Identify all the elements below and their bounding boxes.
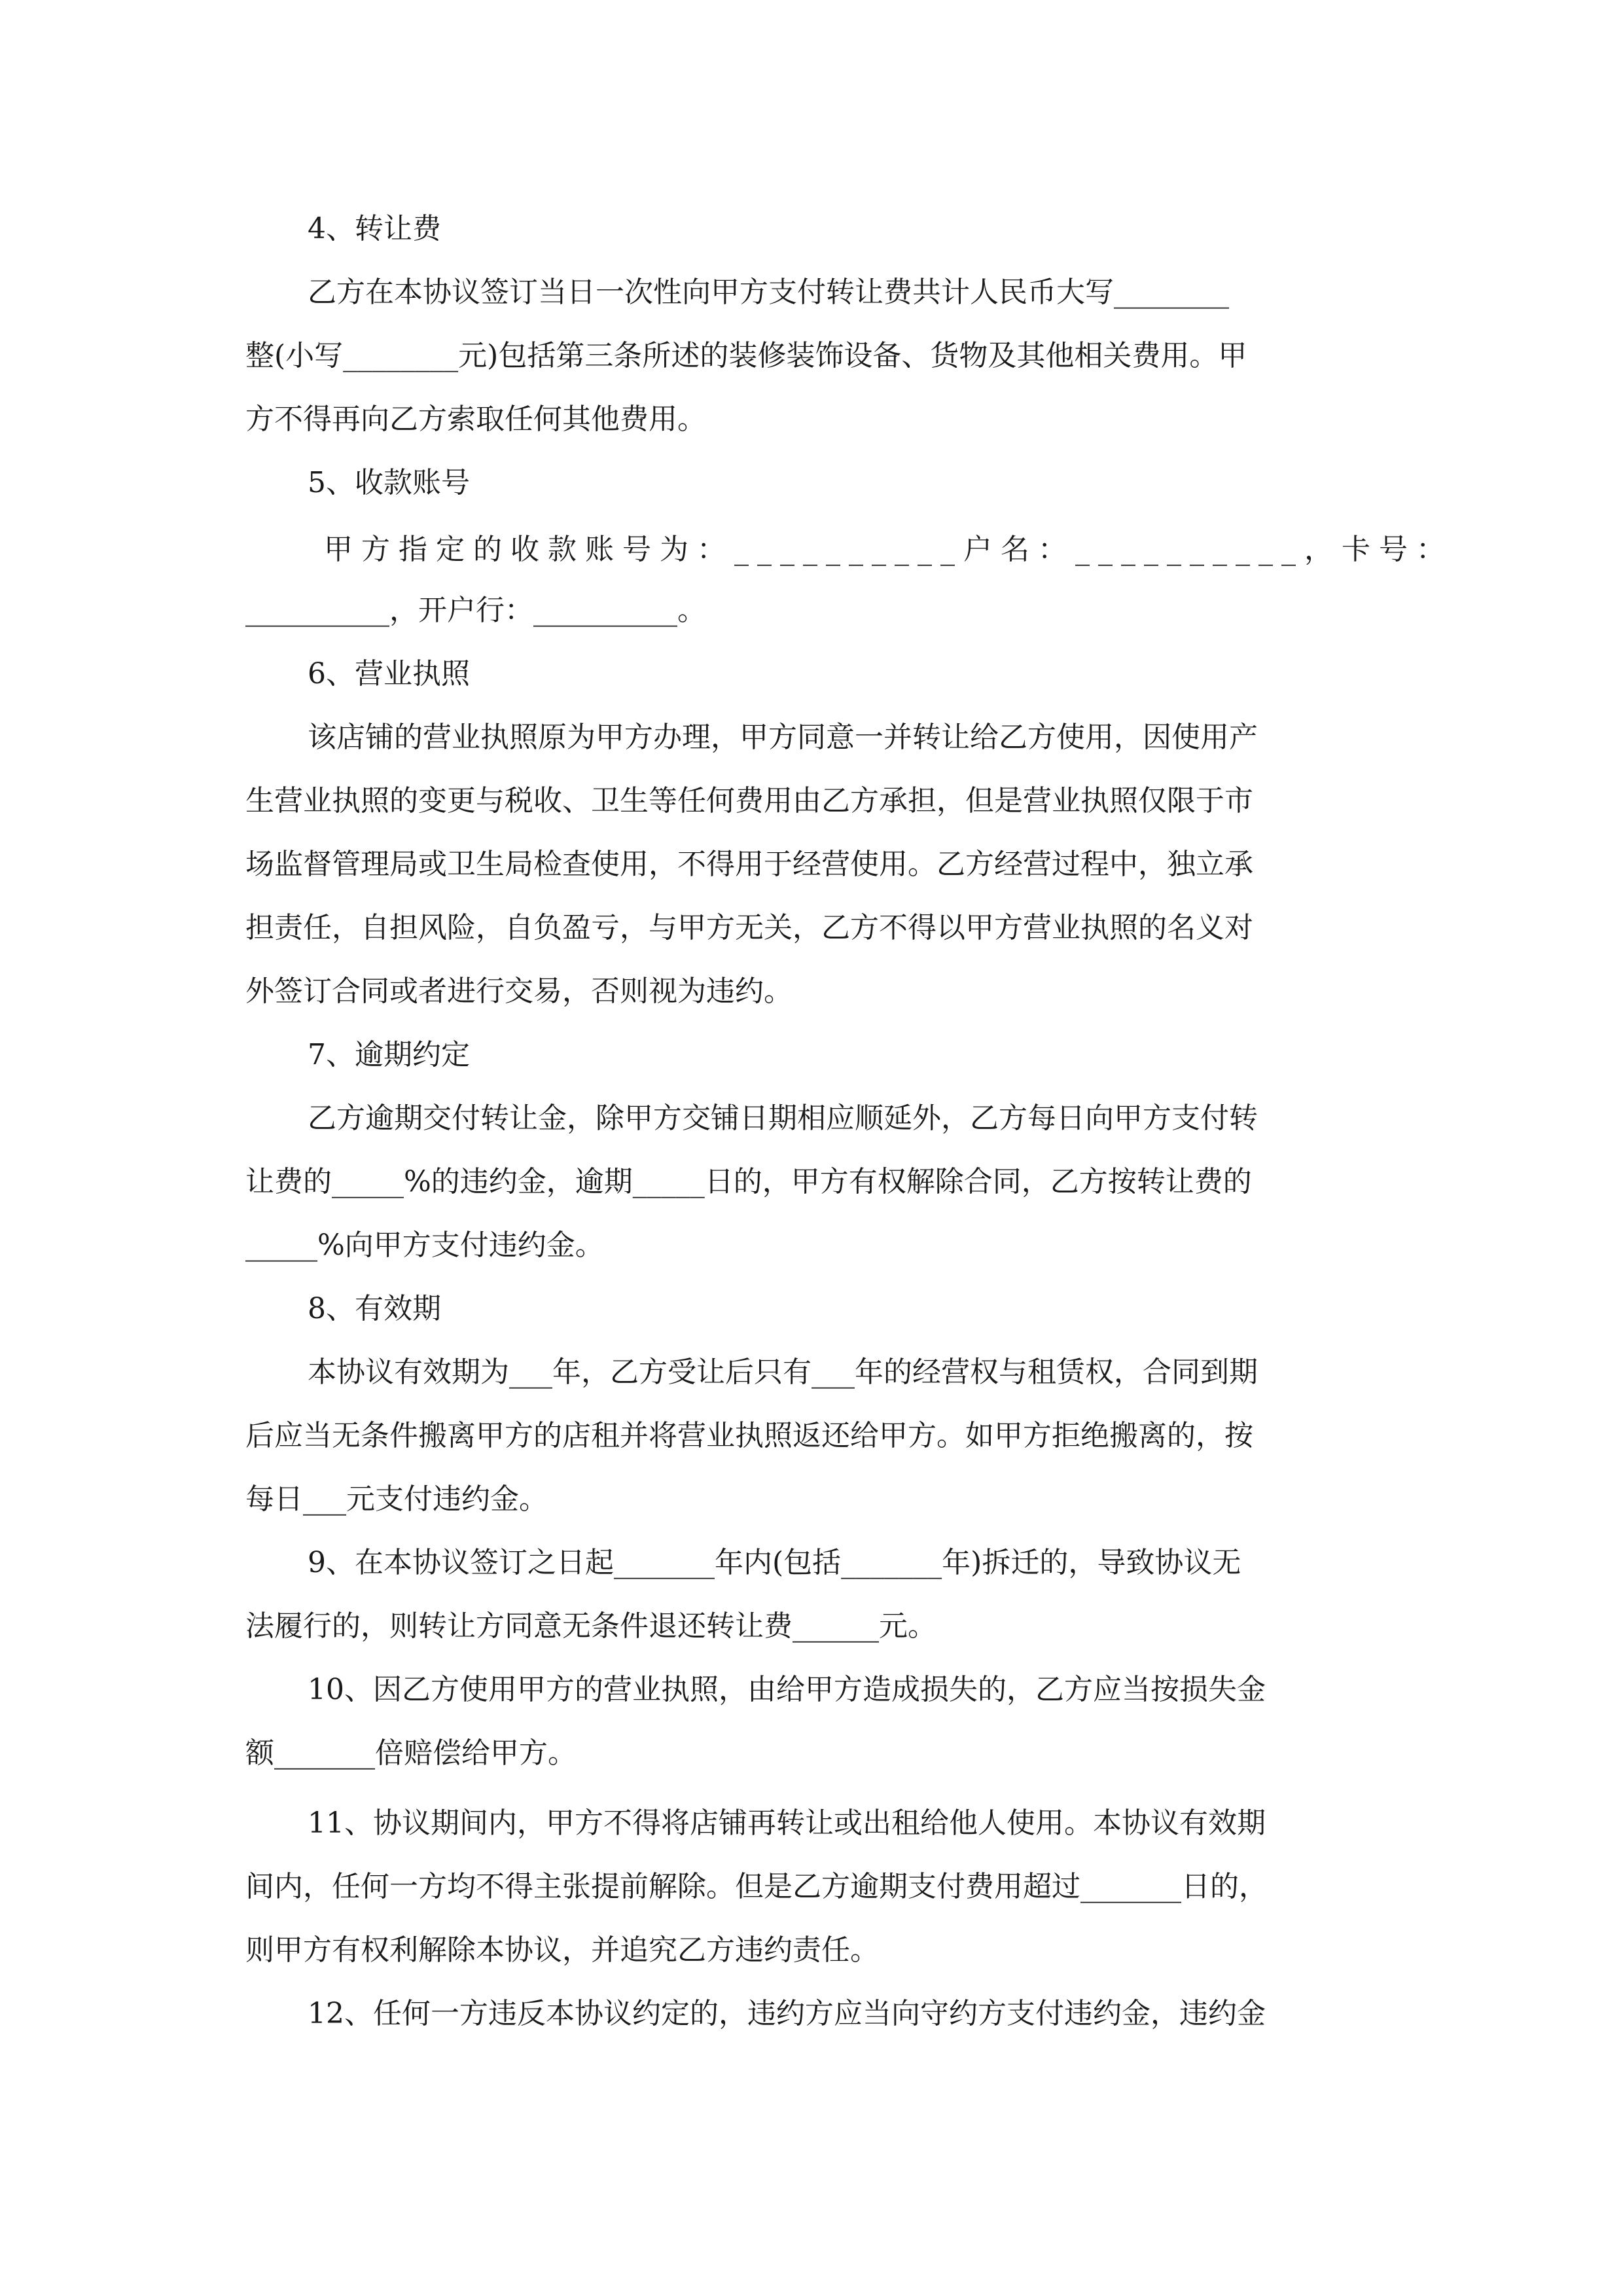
paragraph-line: 乙方逾期交付转让金，除甲方交铺日期相应顺延外，乙方每日向甲方支付转: [308, 1102, 1258, 1135]
paragraph-line: 每日___元支付违约金。: [245, 1482, 548, 1516]
section-heading-8: 8、有效期: [308, 1292, 441, 1325]
section-heading-7: 7、逾期约定: [308, 1038, 470, 1071]
paragraph-line: 该店铺的营业执照原为甲方办理，甲方同意一并转让给乙方使用，因使用产: [308, 721, 1258, 754]
paragraph-line: 本协议有效期为___年，乙方受让后只有___年的经营权与租赁权，合同到期: [308, 1355, 1258, 1389]
clause-10-line: 10、因乙方使用甲方的营业执照，由给甲方造成损失的，乙方应当按损失金: [308, 1673, 1266, 1706]
paragraph-line: 让费的_____%的违约金，逾期_____日的，甲方有权解除合同，乙方按转让费的: [245, 1165, 1252, 1198]
section-heading-6: 6、营业执照: [308, 657, 470, 691]
paragraph-line: 场监督管理局或卫生局检查使用，不得用于经营使用。乙方经营过程中，独立承: [245, 848, 1253, 881]
paragraph-line: 外签订合同或者进行交易，否则视为违约。: [245, 975, 793, 1008]
paragraph-line: 生营业执照的变更与税收、卫生等任何费用由乙方承担，但是营业执照仅限于市: [245, 784, 1253, 817]
paragraph-line: 后应当无条件搬离甲方的店租并将营业执照返还给甲方。如甲方拒绝搬离的，按: [245, 1419, 1253, 1452]
paragraph-line: 则甲方有权利解除本协议，并追究乙方违约责任。: [245, 1933, 879, 1967]
paragraph-line: 间内，任何一方均不得主张提前解除。但是乙方逾期支付费用超过_______日的，: [245, 1870, 1268, 1903]
clause-9-line: 9、在本协议签订之日起_______年内(包括_______年)拆迁的，导致协议无: [308, 1546, 1241, 1579]
paragraph-line: 甲方指定的收款账号为：__________户名：__________，卡号：: [324, 533, 1454, 566]
paragraph-line: 整(小写________元)包括第三条所述的装修装饰设备、货物及其他相关费用。甲: [245, 339, 1247, 372]
paragraph-line: 额_______倍赔偿给甲方。: [245, 1736, 577, 1770]
clause-12-line: 12、任何一方违反本协议约定的，违约方应当向守约方支付违约金，违约金: [308, 1997, 1266, 2030]
paragraph-line: 乙方在本协议签订当日一次性向甲方支付转让费共计人民币大写________: [308, 276, 1229, 309]
paragraph-line: 方不得再向乙方索取任何其他费用。: [245, 403, 706, 436]
section-heading-4: 4、转让费: [308, 212, 441, 245]
paragraph-line: 担责任，自担风险，自负盈亏，与甲方无关，乙方不得以甲方营业执照的名义对: [245, 911, 1253, 944]
clause-11-line: 11、协议期间内，甲方不得将店铺再转让或出租给他人使用。本协议有效期: [308, 1806, 1266, 1840]
paragraph-line: _____%向甲方支付违约金。: [245, 1229, 604, 1262]
section-heading-5: 5、收款账号: [308, 466, 470, 499]
paragraph-line: __________，开户行：__________。: [245, 594, 706, 627]
paragraph-line: 法履行的，则转让方同意无条件退还转让费______元。: [245, 1609, 936, 1643]
